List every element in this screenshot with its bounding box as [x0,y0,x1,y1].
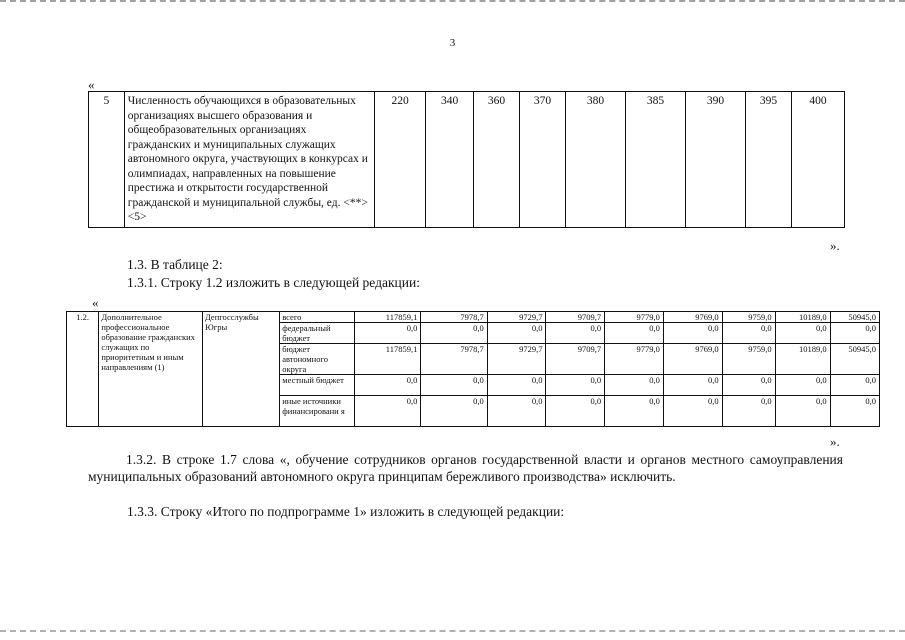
value-cell: 7978,7 [421,344,487,375]
value-cell: 0,0 [663,396,722,427]
value-cell: 9759,0 [722,344,775,375]
table-row [89,92,845,228]
paragraph-1-3-1: 1.3.1. Строку 1.2 изложить в следующей редакции: [127,275,420,290]
value-cell: 0,0 [487,375,546,396]
value-cell: 0,0 [546,375,605,396]
value-cell: 0,0 [775,323,830,344]
value-cell: 395 [745,92,791,228]
value-cell: 0,0 [421,396,487,427]
value-cell: 0,0 [775,396,830,427]
close-quote-1: ». [830,238,840,253]
value-cell: 0,0 [354,323,421,344]
value-cell: 117859,1 [354,312,421,323]
value-cell: 0,0 [487,323,546,344]
value-cell: 0,0 [354,375,421,396]
value-cell: 0,0 [421,375,487,396]
value-cell: 10189,0 [775,344,830,375]
paragraph-1-3-3: 1.3.3. Строку «Итого по подпрограмме 1» изложить в следующей редакции: [127,504,565,519]
value-cell: 117859,1 [354,344,421,375]
value-cell: 385 [625,92,685,228]
value-cell: 370 [519,92,565,228]
indicator-table [88,91,845,228]
value-cell: 9779,0 [605,312,664,323]
indicator-text: Численность обучающихся в образовательных организациях высшего образования и общеобразовательных организациях гражданских и муниципальных служащих автономного округа, участвующих в конкурсах и олимпиадах, направленных на повышение престижа и открытости государственной гражданской и муниципальной службы, ед. <**> <5> [124,92,374,228]
open-quote-2: « [92,295,99,310]
table-row [67,312,880,323]
activity-name: Дополнительное профессиональное образование гражданских служащих по приоритетным и иным направлениям (1) [99,312,203,427]
source-label: местный бюджет [280,375,354,396]
value-cell: 9709,7 [546,344,605,375]
executor: Депгосслужбы Югры [203,312,280,427]
value-cell: 0,0 [546,323,605,344]
paragraph-1-3: 1.3. В таблице 2: [127,257,223,272]
value-cell: 0,0 [605,375,664,396]
paragraph-1-3-2: 1.3.2. В строке 1.7 слова «, обучение сотрудников органов государственной власти и органов местного самоуправления муниципальных образований автономного округа принципам бережливого производства» исключить. [88,452,843,484]
value-cell: 9729,7 [487,312,546,323]
scan-edge-top [0,0,905,5]
value-cell: 0,0 [775,375,830,396]
source-label: бюджет автономного округа [280,344,354,375]
value-cell: 0,0 [722,375,775,396]
value-cell: 380 [565,92,625,228]
value-cell: 0,0 [546,396,605,427]
value-cell: 340 [426,92,474,228]
scan-edge-bottom [0,630,905,634]
value-cell: 0,0 [487,396,546,427]
value-cell: 0,0 [663,375,722,396]
row-number: 5 [89,92,125,228]
financing-table [66,311,880,427]
value-cell: 10189,0 [775,312,830,323]
source-label: иные источники финансировани я [280,396,354,427]
source-label: федеральный бюджет [280,323,354,344]
value-cell: 400 [791,92,844,228]
source-label: всего [280,312,354,323]
value-cell: 220 [375,92,426,228]
value-cell: 0,0 [663,323,722,344]
value-cell: 0,0 [605,396,664,427]
value-cell: 9709,7 [546,312,605,323]
value-cell: 390 [685,92,745,228]
value-cell: 9769,0 [663,312,722,323]
value-cell: 9769,0 [663,344,722,375]
value-cell: 9779,0 [605,344,664,375]
open-quote-1: « [88,77,95,92]
page-number: 3 [449,37,456,49]
value-cell: 0,0 [605,323,664,344]
value-cell: 9759,0 [722,312,775,323]
close-quote-2: ». [830,434,840,449]
value-cell: 360 [474,92,520,228]
value-cell: 0,0 [830,375,879,396]
value-cell: 7978,7 [421,312,487,323]
value-cell: 50945,0 [830,344,879,375]
value-cell: 0,0 [722,396,775,427]
value-cell: 0,0 [354,396,421,427]
value-cell: 0,0 [421,323,487,344]
value-cell: 0,0 [830,396,879,427]
value-cell: 0,0 [722,323,775,344]
value-cell: 0,0 [830,323,879,344]
row-number: 1.2. [67,312,99,427]
value-cell: 50945,0 [830,312,879,323]
value-cell: 9729,7 [487,344,546,375]
